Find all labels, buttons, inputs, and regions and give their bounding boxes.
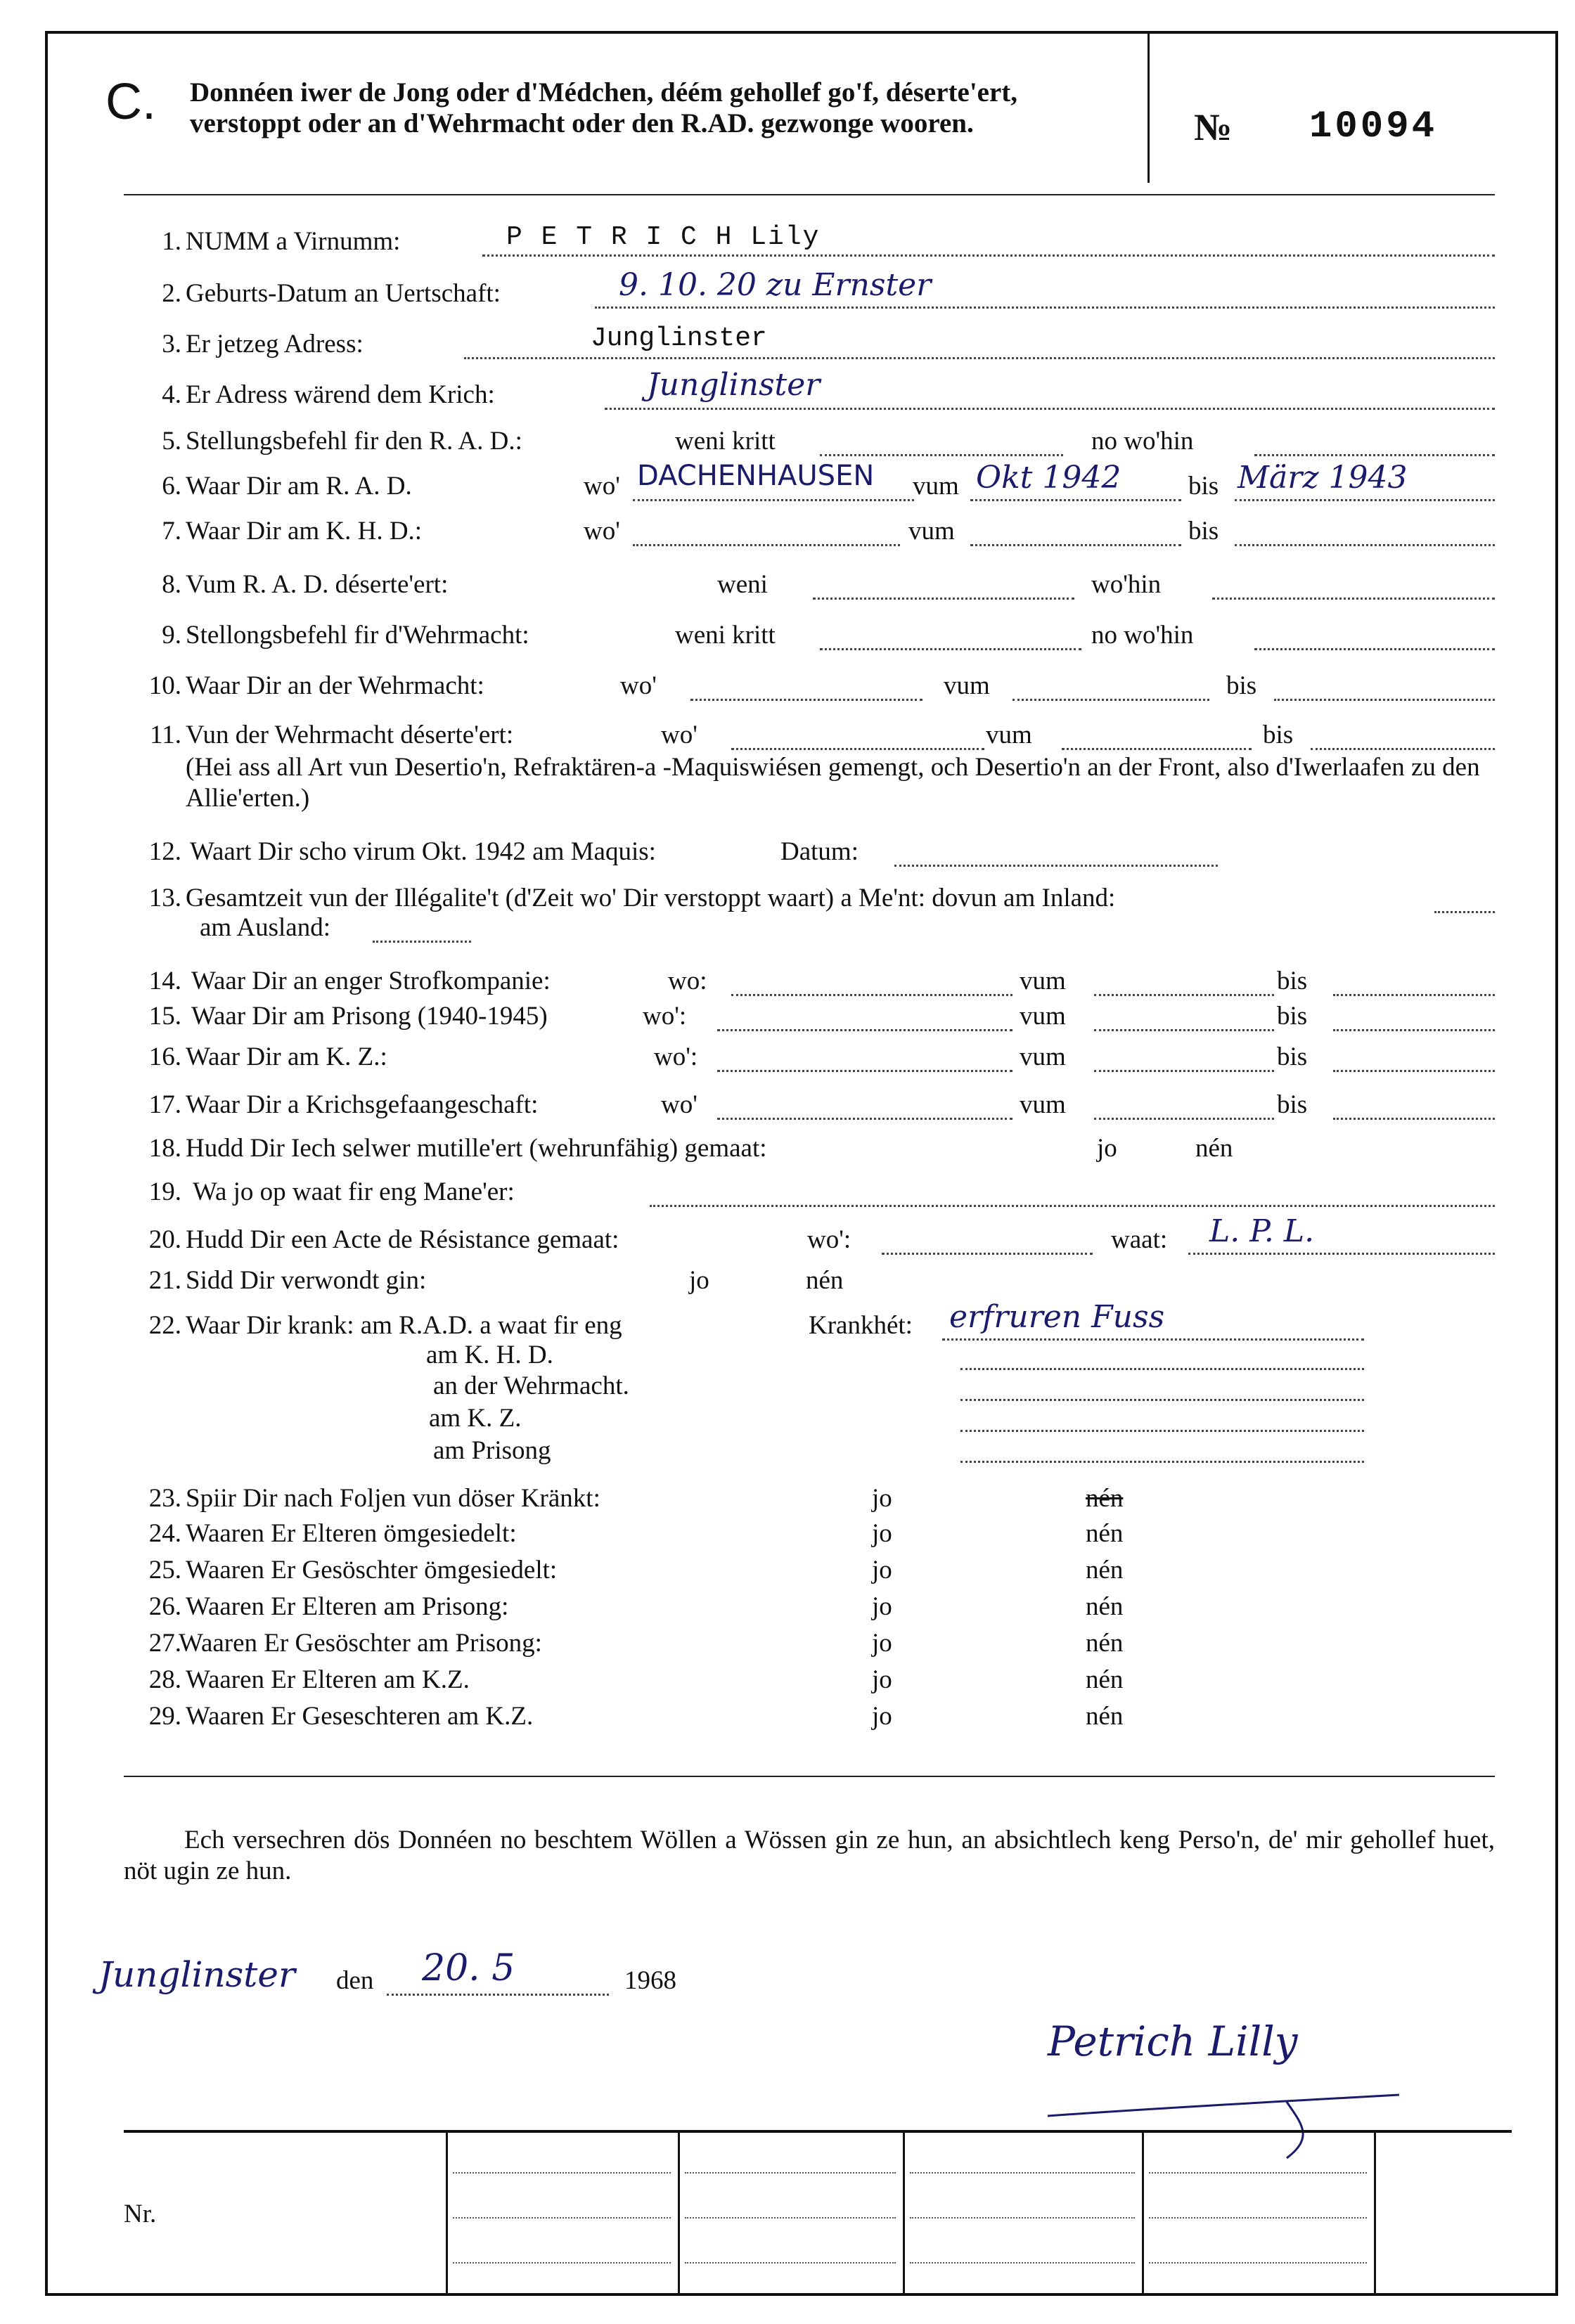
item-label: Waaren Er Elteren am K.Z.: [186, 1665, 470, 1694]
item-row: [0, 620, 1575, 657]
fill-line: [633, 499, 914, 501]
fill-line: [1274, 699, 1495, 701]
sub-label: wo':: [807, 1225, 851, 1254]
item-row: [0, 1042, 1575, 1078]
illness-value: erfruren Fuss: [949, 1299, 1165, 1335]
item-row: [0, 267, 1575, 315]
item-row: [0, 1628, 1575, 1665]
sub-label: bis: [1188, 472, 1219, 501]
fill-line: [482, 254, 1495, 257]
illness-sub-label: am K. Z.: [429, 1404, 522, 1433]
item-number: 5.: [162, 427, 181, 456]
footer-cell-line: [685, 2262, 896, 2264]
sub-label: vum: [944, 671, 990, 700]
item-row: [0, 569, 1575, 606]
fill-line: [882, 1253, 1093, 1255]
fill-line: [1235, 499, 1495, 501]
rad-to-value: März 1943: [1238, 460, 1408, 496]
item-11-note: (Hei ass all Art vun Desertio'n, Refraktären-a -Maquiswiésen gemengt, och Desertio'n an der Front, also d'Iwerlaafen zu den Allie'erten.): [186, 753, 1480, 813]
item-label: Waar Dir am Prisong (1940-1945): [191, 1002, 548, 1031]
item-label: Spiir Dir nach Foljen vun döser Kränkt:: [186, 1484, 600, 1513]
number-symbol: №: [1194, 106, 1233, 148]
footer-cell-line: [910, 2217, 1135, 2219]
illness-sub-label: am Prisong: [433, 1436, 551, 1465]
option-no: nén: [1086, 1592, 1124, 1621]
item-label: Waar Dir a Krichsgefaangeschaft:: [186, 1090, 539, 1119]
declaration-rule: [124, 1776, 1495, 1777]
item-label: Waaren Er Elteren ömgesiedelt:: [186, 1519, 517, 1548]
item-number: 24.: [148, 1519, 181, 1548]
item-row: [0, 516, 1575, 553]
item-row: [0, 1299, 1575, 1347]
item-number: 27.: [148, 1629, 181, 1658]
signing-place: Junglinster: [98, 1954, 295, 1995]
illness-sub-label: am K. H. D.: [426, 1341, 553, 1369]
item-row: [0, 720, 1575, 756]
footer-cell-line: [1149, 2262, 1367, 2264]
resistance-value: L. P. L.: [1209, 1213, 1315, 1249]
option-yes: jo: [872, 1665, 892, 1694]
footer-cell-line: [910, 2262, 1135, 2264]
option-yes: jo: [872, 1556, 892, 1584]
item-row: [0, 1213, 1575, 1261]
fill-line: [820, 454, 1063, 456]
item-number: 7.: [162, 517, 181, 546]
footer-box: [124, 2130, 1512, 2299]
item-number: 13.: [148, 884, 181, 912]
item-row: [0, 837, 1575, 873]
sub-label: bis: [1277, 1042, 1308, 1071]
item-number: 19.: [148, 1177, 181, 1206]
option-no: nén: [1086, 1665, 1124, 1694]
fill-line: [595, 306, 1495, 309]
item-label: Hudd Dir Iech selwer mutille'ert (wehrunfähig) gemaat:: [186, 1134, 767, 1163]
sub-label: bis: [1277, 967, 1308, 995]
footer-cell-line: [685, 2217, 896, 2219]
sub-label: bis: [1188, 517, 1219, 546]
item-label: Wa jo op waat fir eng Mane'er:: [193, 1177, 515, 1206]
item-number: 1.: [162, 227, 181, 256]
fill-line: [387, 1994, 609, 1996]
item-label: Waart Dir scho virum Okt. 1942 am Maquis:: [190, 837, 656, 866]
fill-line: [650, 1205, 1495, 1207]
item-number: 18.: [148, 1134, 181, 1163]
item-label: Waar Dir krank: am R.A.D. a waat fir eng: [186, 1311, 622, 1340]
item-label: Vun der Wehrmacht déserte'ert:: [186, 721, 514, 749]
fill-line: [1188, 1253, 1495, 1255]
item-row-continuation: [0, 912, 1575, 949]
option-no-struck: nén: [1086, 1484, 1124, 1513]
option-no: nén: [806, 1266, 844, 1295]
item-label: Geburts-Datum an Uertschaft:: [186, 279, 501, 308]
item-label: Waar Dir am K. H. D.:: [186, 517, 423, 546]
footer-divider: [678, 2130, 680, 2296]
sub-label: vum: [1020, 967, 1066, 995]
item-number: 17.: [148, 1090, 181, 1119]
header-text: Donnéen iwer de Jong oder d'Médchen, déém gehollef go'f, déserte'ert, verstoppt oder an d'Wehrmacht oder den R.AD. gezwonge wooren.: [190, 77, 1018, 138]
item-number: 25.: [148, 1556, 181, 1584]
sub-label: wo': [584, 472, 620, 501]
item-number: 8.: [162, 570, 181, 599]
option-yes: jo: [872, 1519, 892, 1548]
sub-label: weni: [717, 570, 768, 599]
item-label: Stellongsbefehl fir d'Wehrmacht:: [186, 621, 529, 650]
fill-line: [464, 357, 1495, 359]
fill-line: [1333, 1029, 1495, 1031]
item-row: [0, 1555, 1575, 1592]
item-label: Waaren Er Gesöschter ömgesiedelt:: [186, 1556, 558, 1584]
fill-line: [960, 1461, 1364, 1463]
item-number: 15.: [148, 1002, 181, 1031]
item-row: [0, 1701, 1575, 1738]
item-number: 22.: [148, 1311, 181, 1340]
item-label: Gesamtzeit vun der Illégalite't (d'Zeit wo' Dir verstoppt waart) a Me'nt: dovun am Inland:: [186, 884, 1116, 912]
fill-line: [1254, 454, 1495, 456]
item-row: [0, 460, 1575, 508]
footer-divider: [903, 2130, 905, 2296]
item-row: [0, 1518, 1575, 1555]
item-row: [0, 222, 1575, 263]
fill-line: [605, 408, 1495, 410]
item-number: 2.: [162, 279, 181, 308]
fill-line: [731, 748, 984, 750]
option-no: nén: [1195, 1134, 1233, 1163]
item-number: 10.: [148, 671, 181, 700]
option-yes: jo: [689, 1266, 709, 1295]
item-row: [0, 1265, 1575, 1302]
sub-label: wo': [620, 671, 657, 700]
item-row: [0, 671, 1575, 707]
item-number: 26.: [148, 1592, 181, 1621]
footer-cell-line: [453, 2172, 671, 2174]
item-row: [0, 1090, 1575, 1126]
footer-cell-line: [453, 2217, 671, 2219]
sub-label: wo': [661, 721, 698, 749]
sub-label: wo': [661, 1090, 698, 1119]
declaration-text: Ech versechren dös Donnéen no beschtem Wöllen a Wössen gin ze hun, an absichtlech keng Perso'n, de' mir gehollef huet, nöt ugin ze hun.: [124, 1826, 1495, 1885]
sub-label: am Ausland:: [200, 913, 331, 942]
fill-line: [1094, 1118, 1274, 1120]
item-row: [0, 1133, 1575, 1170]
item-label: NUMM a Virnumm:: [186, 227, 401, 256]
option-yes: jo: [872, 1629, 892, 1658]
item-number: 11.: [150, 721, 181, 749]
signing-date: 20. 5: [422, 1947, 515, 1989]
nr-label: Nr.: [124, 2200, 157, 2228]
item-label: Er jetzeg Adress:: [186, 330, 364, 359]
fill-line: [717, 1070, 1012, 1072]
sub-label: vum: [908, 517, 955, 546]
address-value: Junglinster: [591, 323, 767, 354]
item-label: Waar Dir am R. A. D.: [186, 472, 412, 501]
item-label: Sidd Dir verwondt gin:: [186, 1266, 427, 1295]
sub-label: bis: [1226, 671, 1257, 700]
option-yes: jo: [872, 1592, 892, 1621]
option-no: nén: [1086, 1519, 1124, 1548]
fill-line: [690, 699, 922, 701]
illness-sub-label: an der Wehrmacht.: [433, 1371, 629, 1400]
footer-cell-line: [910, 2172, 1135, 2174]
sub-label: Krankhét:: [809, 1311, 913, 1340]
item-row: [0, 1177, 1575, 1213]
name-value: P E T R I C H Lily: [506, 222, 821, 252]
fill-line: [942, 1338, 1364, 1341]
item-number: 20.: [148, 1225, 181, 1254]
item-label: Waaren Er Geseschteren am K.Z.: [186, 1702, 534, 1731]
sub-label: wo': [584, 517, 620, 546]
fill-line: [1254, 648, 1495, 650]
fill-line: [1094, 1029, 1274, 1031]
item-label: Stellungsbefehl fir den R. A. D.:: [186, 427, 522, 456]
fill-line: [820, 648, 1081, 650]
item-label: Vum R. A. D. déserte'ert:: [186, 570, 449, 599]
footer-cell-line: [453, 2262, 671, 2264]
sub-label: Datum:: [780, 837, 859, 866]
item-number: 23.: [148, 1484, 181, 1513]
item-number: 21.: [148, 1266, 181, 1295]
sub-label: weni kritt: [675, 427, 776, 456]
fill-line: [633, 544, 900, 546]
footer-cell-line: [1149, 2172, 1367, 2174]
item-row: [0, 1483, 1575, 1520]
fill-line: [960, 1399, 1364, 1401]
sub-label: wo'hin: [1091, 570, 1162, 599]
fill-line: [1212, 598, 1495, 600]
war-address-value: Junglinster: [647, 367, 821, 403]
sub-label: wo':: [654, 1042, 698, 1071]
option-no: nén: [1086, 1702, 1124, 1731]
sub-label: no wo'hin: [1091, 427, 1194, 456]
item-number: 4.: [162, 380, 181, 409]
sub-label: no wo'hin: [1091, 621, 1194, 650]
fill-line: [717, 1029, 1012, 1031]
header-divider: [1148, 34, 1150, 183]
option-yes: jo: [872, 1702, 892, 1731]
item-number: 28.: [148, 1665, 181, 1694]
footer-divider: [1374, 2130, 1376, 2296]
sub-label: vum: [1020, 1002, 1066, 1031]
rad-place-value: DACHENHAUSEN: [637, 460, 875, 492]
signing-year: 1968: [624, 1966, 676, 1995]
item-label: Waar Dir am K. Z.:: [186, 1042, 387, 1071]
fill-line: [1333, 1118, 1495, 1120]
footer-cell-line: [1149, 2217, 1367, 2219]
option-yes: jo: [872, 1484, 892, 1513]
fill-line: [970, 499, 1181, 501]
fill-line: [813, 598, 1074, 600]
fill-line: [960, 1430, 1364, 1432]
item-row: [0, 1592, 1575, 1628]
item-label: Waar Dir an der Wehrmacht:: [186, 671, 484, 700]
fill-line: [1012, 699, 1209, 701]
footer-divider: [1142, 2130, 1144, 2296]
item-number: 6.: [162, 472, 181, 501]
item-number: 3.: [162, 330, 181, 359]
footer-divider: [446, 2130, 448, 2296]
fill-line: [894, 865, 1218, 867]
item-row: [0, 426, 1575, 463]
item-row: [0, 367, 1575, 416]
den-label: den: [336, 1966, 374, 1995]
fill-line: [1311, 748, 1495, 750]
sub-label: vum: [986, 721, 1032, 749]
sub-label: bis: [1263, 721, 1294, 749]
sub-label: wo':: [643, 1002, 687, 1031]
item-number: 9.: [162, 621, 181, 650]
sub-label: bis: [1277, 1090, 1308, 1119]
header-rule: [124, 194, 1495, 195]
rad-from-value: Okt 1942: [976, 460, 1121, 496]
item-label: Waaren Er Elteren am Prisong:: [186, 1592, 509, 1621]
section-letter: C.: [105, 74, 156, 130]
fill-line: [1333, 994, 1495, 996]
sub-label: bis: [1277, 1002, 1308, 1031]
sub-label: wo:: [668, 967, 707, 995]
item-row: [0, 1665, 1575, 1701]
option-yes: jo: [1097, 1134, 1117, 1163]
sub-label: vum: [1020, 1042, 1066, 1071]
item-number: 16.: [148, 1042, 181, 1071]
signature: Petrich Lilly: [1048, 2018, 1298, 2065]
sub-label: vum: [913, 472, 959, 501]
fill-line: [1062, 748, 1252, 750]
fill-line: [1235, 544, 1495, 546]
fill-line: [373, 941, 471, 943]
fill-line: [1094, 994, 1274, 996]
item-number: 29.: [148, 1702, 181, 1731]
item-number: 14.: [148, 967, 181, 995]
fill-line: [731, 994, 1012, 996]
form-number: 10094: [1309, 105, 1438, 148]
sub-label: waat:: [1111, 1225, 1168, 1254]
item-row: [0, 966, 1575, 1002]
sub-label: weni kritt: [675, 621, 776, 650]
item-row: [0, 1001, 1575, 1038]
fill-line: [1333, 1070, 1495, 1072]
option-no: nén: [1086, 1629, 1124, 1658]
footer-cell-line: [685, 2172, 896, 2174]
fill-line: [970, 544, 1181, 546]
fill-line: [960, 1368, 1364, 1370]
fill-line: [1094, 1070, 1274, 1072]
birth-value: 9. 10. 20 zu Ernster: [619, 267, 932, 303]
item-row: [0, 323, 1575, 366]
fill-line: [717, 1118, 1012, 1120]
option-no: nén: [1086, 1556, 1124, 1584]
item-label: Waar Dir an enger Strofkompanie:: [191, 967, 551, 995]
item-label: Waaren Er Gesöschter am Prisong:: [179, 1629, 542, 1658]
sub-label: vum: [1020, 1090, 1066, 1119]
item-label: Er Adress wärend dem Krich:: [186, 380, 495, 409]
item-label: Hudd Dir een Acte de Résistance gemaat:: [186, 1225, 619, 1254]
item-number: 12.: [148, 837, 181, 866]
